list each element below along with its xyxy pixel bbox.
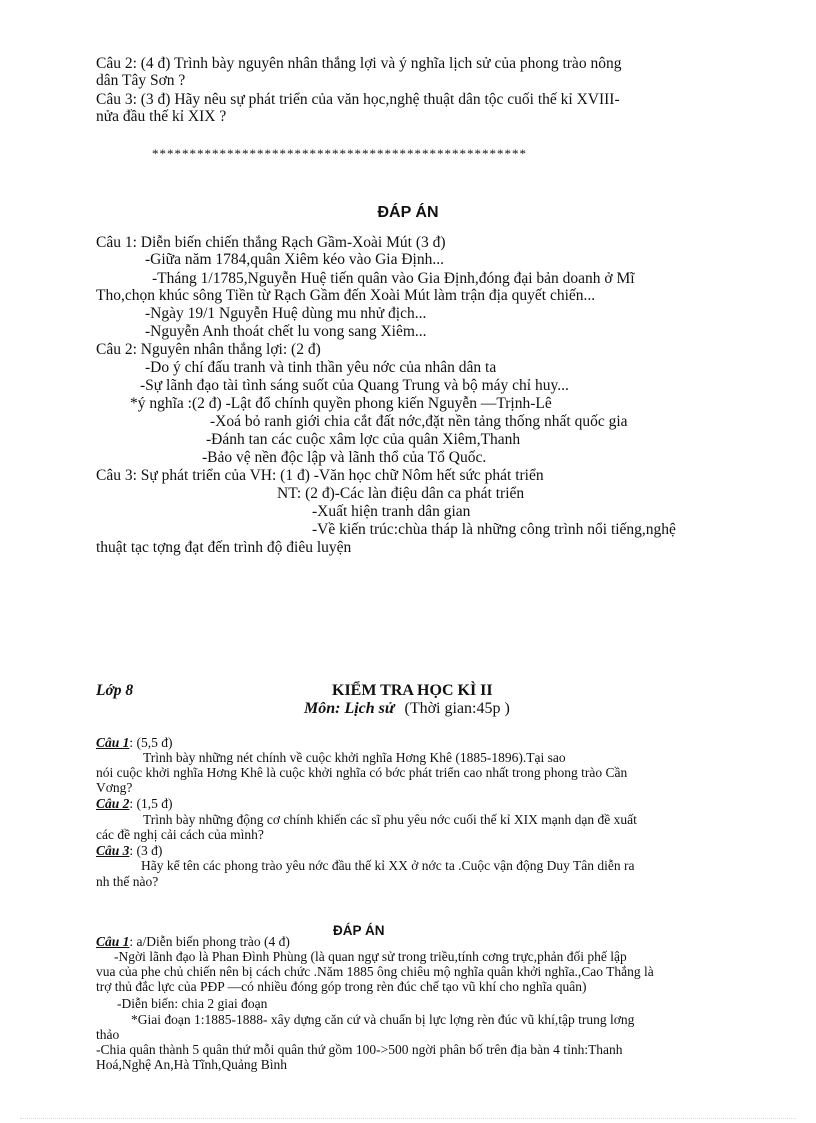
- question-3-line-1: Câu 3: (3 đ) Hãy nêu sự phát triển của văn học,nghệ thuật dân tộc cuối thế kỉ XVIII-: [96, 91, 620, 108]
- answer-line: -Đánh tan các cuộc xâm lợc của quân Xiêm,Thanh: [206, 431, 521, 448]
- q2-label: Câu 2: [96, 796, 130, 811]
- a1-text: -Chia quân thành 5 quân thứ mỗi quân thứ gồm 100->500 ngời phân bố trên địa bàn 4 tỉnh:Thanh: [96, 1042, 623, 1057]
- q1-header: [96, 736, 173, 750]
- q1-text: Vơng?: [96, 780, 133, 795]
- answer-line: *ý nghĩa :(2 đ) -Lật đổ chính quyền phong kiến Nguyễn —Trịnh-Lê: [130, 395, 552, 412]
- a1-text: *Giai đoạn 1:1885-1888- xây dựng căn cứ và chuẩn bị lực lợng rèn đúc vũ khí,tập trung lơng: [131, 1012, 635, 1027]
- answer-line: -Do ý chí đấu tranh và tinh thần yêu nớc của nhân dân ta: [145, 359, 497, 376]
- a1-text: Hoá,Nghệ An,Hà Tĩnh,Quảng Bình: [96, 1057, 287, 1072]
- q2-text: các đề nghị cải cách của mình?: [96, 827, 264, 842]
- subject-label: Môn: Lịch sử: [304, 700, 395, 717]
- answer-line: Câu 3: Sự phát triển của VH: (1 đ) -Văn học chữ Nôm hết sức phát triển: [96, 467, 544, 484]
- answer-line: Câu 1: Diễn biến chiến thắng Rạch Gầm-Xoài Mút (3 đ): [96, 234, 446, 251]
- answer-line: -Về kiến trúc:chùa tháp là những công trình nổi tiếng,nghệ: [312, 521, 676, 538]
- answer-line: -Tháng 1/1785,Nguyễn Huệ tiến quân vào Gia Định,đóng đại bản doanh ở Mĩ: [152, 270, 635, 287]
- answer-line: -Giữa năm 1784,quân Xiêm kéo vào Gia Định...: [145, 251, 444, 268]
- q1-points: : (5,5 đ): [129, 735, 173, 750]
- answer-title: ĐÁP ÁN: [377, 204, 439, 221]
- q3-text: nh thế nào?: [96, 874, 159, 889]
- answer-line: -Nguyễn Anh thoát chết lu vong sang Xiêm...: [145, 323, 427, 340]
- q3-label: Câu 3: [96, 843, 130, 858]
- a1-text: -Ngời lãnh đạo là Phan Đình Phùng (là quan ngự sử trong triều,tính cơng trực,phản đối phế lập: [114, 949, 627, 964]
- answer-line: -Xoá bỏ ranh giới chia cắt đất nớc,đặt nền tảng thống nhất quốc gia: [210, 413, 628, 430]
- a1-text: thảo: [96, 1027, 120, 1042]
- time-label: (Thời gian:45p ): [404, 700, 510, 717]
- subject-line: [304, 700, 510, 717]
- exam-title: KIỂM TRA HỌC KÌ II: [332, 682, 493, 699]
- q3-text: Hãy kể tên các phong trào yêu nớc đầu thế kỉ XX ở nớc ta .Cuộc vận động Duy Tân diễn ra: [141, 858, 635, 873]
- q1-text: nói cuộc khởi nghĩa Hơng Khê là cuộc khởi nghĩa có bớc phát triển cao nhất trong phong trào Cần: [96, 765, 628, 780]
- q1-text: Trình bày những nét chính về cuộc khởi nghĩa Hơng Khê (1885-1896).Tại sao: [143, 750, 566, 765]
- answer-line: -Sự lãnh đạo tài tình sáng suốt của Quang Trung và bộ máy chỉ huy...: [140, 377, 569, 394]
- a1-header: [96, 935, 290, 949]
- answer-line: Tho,chọn khúc sông Tiền từ Rạch Gầm đến Xoài Mút làm trận địa quyết chiến...: [96, 287, 596, 304]
- question-2-line-2: dân Tây Sơn ?: [96, 72, 186, 89]
- question-3-line-2: nửa đầu thế kỉ XIX ?: [96, 108, 227, 125]
- answer-line: thuật tạc tợng đạt đến trình độ điêu luyện: [96, 539, 352, 556]
- q2-text: Trình bày những động cơ chính khiến các sĩ phu yêu nớc cuối thế kỉ XIX mạnh dạn đề xuất: [143, 812, 637, 827]
- page-edge-divider: [20, 1118, 796, 1119]
- question-2-line-1: Câu 2: (4 đ) Trình bày nguyên nhân thắng lợi và ý nghĩa lịch sử của phong trào nông: [96, 55, 622, 72]
- answer-line: -Bảo vệ nền độc lập và lãnh thổ của Tổ Quốc.: [202, 449, 487, 466]
- a1-label: Câu 1: [96, 934, 130, 949]
- a1-text: -Diễn biến: chia 2 giai đoạn: [117, 996, 268, 1011]
- answer-line: NT: (2 đ)-Các làn điệu dân ca phát triển: [277, 485, 525, 502]
- answer-title-2: ĐÁP ÁN: [333, 923, 385, 938]
- answer-line: -Ngày 19/1 Nguyễn Huệ dùng mu nhử địch...: [145, 305, 427, 322]
- a1-text: vua của phe chủ chiến nên bị cách chức .Năm 1885 ông chiêu mộ nghĩa quân khởi nghĩa.,Cao Thắng là: [96, 964, 654, 979]
- answer-line: -Xuất hiện tranh dân gian: [312, 503, 471, 520]
- q2-header: [96, 797, 173, 811]
- q1-label: Câu 1: [96, 735, 130, 750]
- q3-header: [96, 844, 162, 858]
- answer-line: Câu 2: Nguyên nhân thắng lợi: (2 đ): [96, 341, 321, 358]
- q2-points: : (1,5 đ): [129, 796, 173, 811]
- separator-stars: **************************************************: [152, 146, 527, 161]
- a1-title: : a/Diễn biến phong trào (4 đ): [129, 934, 290, 949]
- q3-points: : (3 đ): [129, 843, 163, 858]
- grade-label: Lớp 8: [96, 682, 134, 699]
- a1-text: trợ thủ đắc lực của PĐP —có nhiều đóng góp trong rèn đúc chế tạo vũ khí cho nghĩa quân): [96, 979, 587, 994]
